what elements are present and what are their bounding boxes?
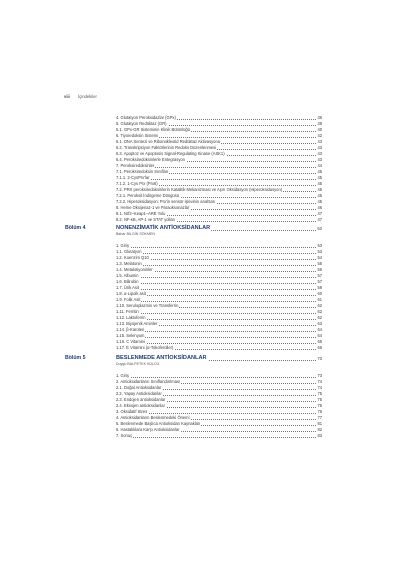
toc-entry-title: 2.4. Eksojen antioksidanlar [116,403,165,408]
toc-entry-title: 1.12. Laktoferrin [116,315,146,320]
toc-entry-page: 82 [317,427,322,432]
leader-dots [116,247,322,248]
leader-dots [116,313,322,314]
toc-entry-title: 3. Oksidatif Stres [116,409,148,414]
toc-entry-page: 64 [317,327,322,332]
toc-entry-page: 75 [317,403,322,408]
toc-entry-page: 59 [317,285,322,290]
toc-entry-title: 1.17. E Vitamini (α-Tokoferoller) [116,345,174,350]
toc-entry-title: 7. Sonuç [116,433,133,438]
leader-dots [116,253,322,254]
toc-entry-page: 62 [317,315,322,320]
toc-entry-title: 7.2. PRX peroksiredoksinlerin Katalitik Mekanizması ve Aşırı Oksidasyon (Hiperoksidasyon) [116,187,283,192]
toc-entry-page: 74 [317,385,322,390]
chapter-author: Duygu BALPETEK KÜLCÜ [116,362,160,366]
toc-entry-title: 2.3. Endojen antioksidanlar [116,397,166,402]
toc-entry-title: 6. Hastalıklara Karşı Antioksidanlar [116,427,180,432]
chapter-title: BESLENMEDE ANTİOKSİDANLAR [116,355,207,361]
leader-dots [116,343,322,344]
toc-entry-page: 62 [317,309,322,314]
toc-entry-title: 1.9. Folik Asit [116,297,141,302]
toc-entry-title: 5. Glutatyon Redüktaz (GR) [116,121,167,126]
toc-entry-title: 6.1. DNA Sentezi ve Ribonükleotid Redüktaz Aktivasyonu [116,139,220,144]
toc-entry-page: 56 [317,267,322,272]
leader-dots [116,277,322,278]
leader-dots [116,331,322,332]
toc-entry-title: 1.3. Melatonin [116,261,142,266]
toc-entry[interactable] [116,217,322,223]
page-header [64,94,97,99]
toc-entry-page: 53 [317,243,322,248]
toc-entry-title: 7.1.2. 1-Cys Prx (Prx6) [116,181,158,186]
toc-entry-page: 47 [317,217,322,222]
toc-entry-title: 7.1. Peroksiredoksin Sınıfları [116,169,169,174]
toc-entry-title: 6. Tiyoredoksin Sistemi [116,133,159,138]
toc-block-chapter-4 [116,243,322,351]
toc-entry-page: 40 [317,127,322,132]
toc-entry-page: 43 [317,157,322,162]
toc-entry-page: 45 [317,181,322,186]
toc-entry-title: 8.2. NF-κB, AP-1 ve STAT yolları [116,217,176,222]
toc-entry-page: 44 [317,163,322,168]
chapter-4-heading [65,225,322,237]
toc-entry-title: 1.6. Bilirubin [116,279,139,284]
toc-entry-page: 45 [317,187,322,192]
toc-entry-page: 73 [317,373,322,378]
page-number: viii [64,94,70,99]
toc-entry[interactable] [116,345,322,351]
toc-entry-page: 63 [317,321,322,326]
toc-entry-title: 1.16. C Vitamini [116,339,145,344]
toc-entry-page: 54 [317,255,322,260]
toc-entry-page: 57 [317,279,322,284]
toc-entry-title: 5.1. GPx-GR Sisteminin Klinik Bütünlüğü [116,127,190,132]
toc-entry-page: 45 [317,193,322,198]
toc-entry-page: 47 [317,211,322,216]
chapter-title: NONENZİMATİK ANTİOKSİDANLAR [116,225,211,231]
toc-entry-page: 65 [317,339,322,344]
table-of-contents [65,115,322,439]
toc-entry-title: 1.14. β-Karoten [116,327,145,332]
toc-block-chapter-5 [116,373,322,439]
toc-entry-title: 1. Giriş [116,243,129,248]
toc-entry-title: 5. Beslenmede Başlıca Antioksidan Kaynakları [116,421,201,426]
leader-dots [116,289,322,290]
toc-entry-title: 1.11. Ferritin [116,309,139,314]
toc-entry-page: 60 [317,291,322,296]
chapter-label: Bölüm 4 [65,225,86,231]
toc-entry-page: 75 [317,391,322,396]
chapter-author: Bahar BİLGİN SÖKMEN [116,232,155,236]
chapter-page: 53 [317,226,322,231]
leader-dots [116,377,322,378]
toc-entry-page: 43 [317,145,322,150]
toc-entry-title: 7.1.1. 2-CysPrx'lar [116,175,150,180]
toc-entry-page: 43 [317,139,322,144]
toc-entry-page: 45 [317,169,322,174]
toc-entry-title: 1.8. α-Lipoik asit [116,291,146,296]
leader-dots [116,337,322,338]
toc-entry-page: 57 [317,273,322,278]
toc-entry-page: 45 [317,199,322,204]
toc-entry-page: 43 [317,151,322,156]
chapter-label: Bölüm 5 [65,355,86,361]
toc-entry-title: 2. Antioksidanların Sınıflandırılması [116,379,181,384]
toc-entry-page: 53 [317,249,322,254]
toc-entry-title: 2.2. Yapay Antioksidanlar [116,391,162,396]
toc-entry-title: 8. Heme Oksijenaz-1 ve Paraoksonazlar [116,205,190,210]
toc-entry-title: 1.13. Biyojenik Aminler [116,321,158,326]
toc-entry-title: 6.4. Peroksiredoksinlerle Entegrasyon [116,157,185,162]
leader-dots [116,283,322,284]
toc-entry-page: 46 [317,205,322,210]
toc-entry-title: 1.7. Ürik Asit [116,285,139,290]
chapter-title-row[interactable] [116,225,322,232]
leader-dots [116,301,322,302]
section-title: İçindekiler [78,94,97,99]
chapter-page: 73 [317,356,322,361]
toc-entry-page: 64 [317,333,322,338]
toc-entry-page: 55 [317,261,322,266]
toc-entry-title: 7. Peroksiredoksinler [116,163,155,168]
toc-entry-page: 61 [317,297,322,302]
toc-entry-title: 8.1. Nrf2–Keap1–ARE Yolu [116,211,166,216]
toc-entry-title: 1.5. Albumin [116,273,139,278]
toc-block-chapter-3 [116,115,322,223]
toc-entry[interactable] [116,433,322,439]
toc-entry-title: 2.1. Doğal Antioksidanlar [116,385,162,390]
toc-entry-page: 83 [317,433,322,438]
chapter-5-heading [65,355,322,367]
toc-entry-title: 1.10. Seruloplazmin ve Transferrin [116,303,179,308]
toc-entry-title: 1.15. Selenyum [116,333,145,338]
toc-entry-title: 6.3. Apoptoz ve Apoptosis Signal-Regulating Kinase (ASK1) [116,151,225,156]
toc-entry-page: 62 [317,303,322,308]
leader-dots [116,437,322,438]
toc-entry-title: 7.2.1. Peroksit İndirgeme Döngüsü [116,193,180,198]
toc-entry-title: 1.2. Koenzim Q10 [116,255,149,260]
chapter-title-row[interactable] [116,355,322,362]
toc-entry-page: 39 [317,121,322,126]
toc-entry-title: 4. Antioksidanların Beslenmedeki Önemi [116,415,190,420]
toc-entry-page: 77 [317,415,322,420]
toc-entry-page: 45 [317,175,322,180]
toc-entry-page: 76 [317,409,322,414]
toc-entry-title: 7.2.2. Hiperoksidasyon: Prx'in sensör işlevinin anahtarı [116,199,216,204]
toc-entry-title: 1.4. Metalotiyoninler [116,267,153,272]
toc-entry-title: 4. Glutatyon Peroksidazlar (GPx) [116,115,176,120]
toc-entry-page: 42 [317,133,322,138]
toc-entry-page: 36 [317,115,322,120]
toc-entry-title: 1.1. Glutatyon [116,249,142,254]
toc-entry-page: 81 [317,421,322,426]
toc-entry-title: 1. Giriş [116,373,129,378]
toc-entry-page: 66 [317,345,322,350]
leader-dots [116,265,322,266]
toc-entry-page: 74 [317,379,322,384]
toc-entry-page: 75 [317,397,322,402]
toc-entry-title: 6.2. Transkripsiyon Faktörlerinin Redoks Düzenlenmesi [116,145,217,150]
